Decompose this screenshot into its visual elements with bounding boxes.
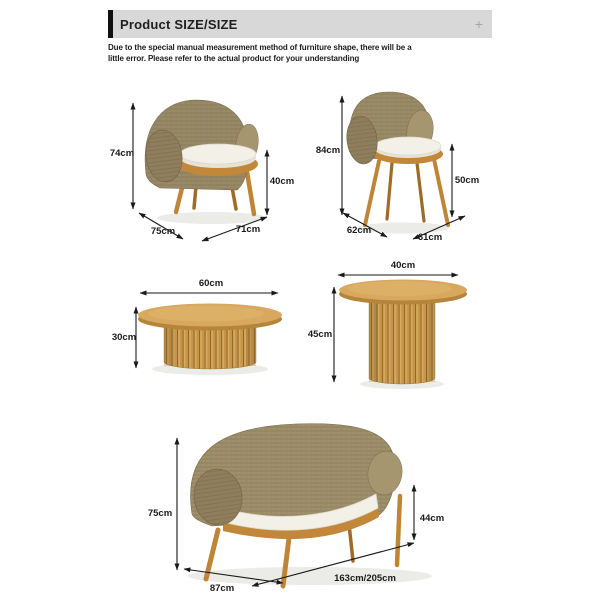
diameter-dim-label: 60cm	[198, 278, 224, 289]
tabletop-highlight	[348, 281, 452, 296]
depth-dim-label: 87cm	[209, 583, 235, 594]
seat-height-dim-label: 40cm	[269, 176, 295, 187]
expand-plus-icon[interactable]: +	[474, 16, 483, 32]
side-table-illustration	[339, 280, 467, 390]
width-dim-label: 75cm	[150, 226, 176, 237]
height-dim-label: 45cm	[307, 329, 333, 340]
page-title: Product SIZE/SIZE	[120, 16, 238, 32]
seat-cushion	[180, 144, 256, 164]
sofa-illustration	[188, 424, 432, 586]
height-dim-label: 74cm	[109, 148, 135, 159]
width-dim-label: 62cm	[346, 225, 372, 236]
disclaimer-text	[108, 42, 412, 64]
seat-height-dim-label: 44cm	[419, 513, 445, 524]
height-dim-label: 84cm	[315, 145, 341, 156]
lounge-chair-illustration	[143, 100, 267, 224]
base-left-shading	[369, 296, 378, 382]
dining-chair-illustration	[344, 92, 449, 234]
depth-dim-label: 61cm	[417, 232, 443, 243]
height-dim-label: 75cm	[147, 508, 173, 519]
lounge-chair-figure	[100, 88, 300, 248]
diameter-dim-label: 40cm	[390, 260, 416, 271]
floor-shadow	[157, 212, 267, 224]
disclaimer-line-1: Due to the special manual measurement method of furniture shape, there will be a	[108, 43, 412, 52]
section-header	[108, 10, 492, 38]
tabletop-highlight	[148, 306, 264, 322]
base-right-shading	[426, 296, 435, 382]
chair-legs	[365, 159, 448, 225]
table-base	[369, 296, 435, 384]
coffee-table-illustration	[138, 304, 282, 376]
dining-chair-figure	[305, 85, 490, 247]
seat-cushion	[375, 137, 441, 155]
width-dim-label: 163cm/205cm	[334, 573, 396, 584]
height-dim-label: 30cm	[111, 332, 137, 343]
header-accent-bar	[108, 10, 113, 38]
disclaimer-line-2: little error. Please refer to the actual product for your understanding	[108, 54, 360, 63]
seat-height-dim-label: 50cm	[454, 175, 480, 186]
coffee-table-figure	[100, 260, 320, 408]
depth-dim-label: 71cm	[235, 224, 261, 235]
sofa-figure	[130, 418, 480, 600]
side-table-figure	[305, 252, 490, 404]
